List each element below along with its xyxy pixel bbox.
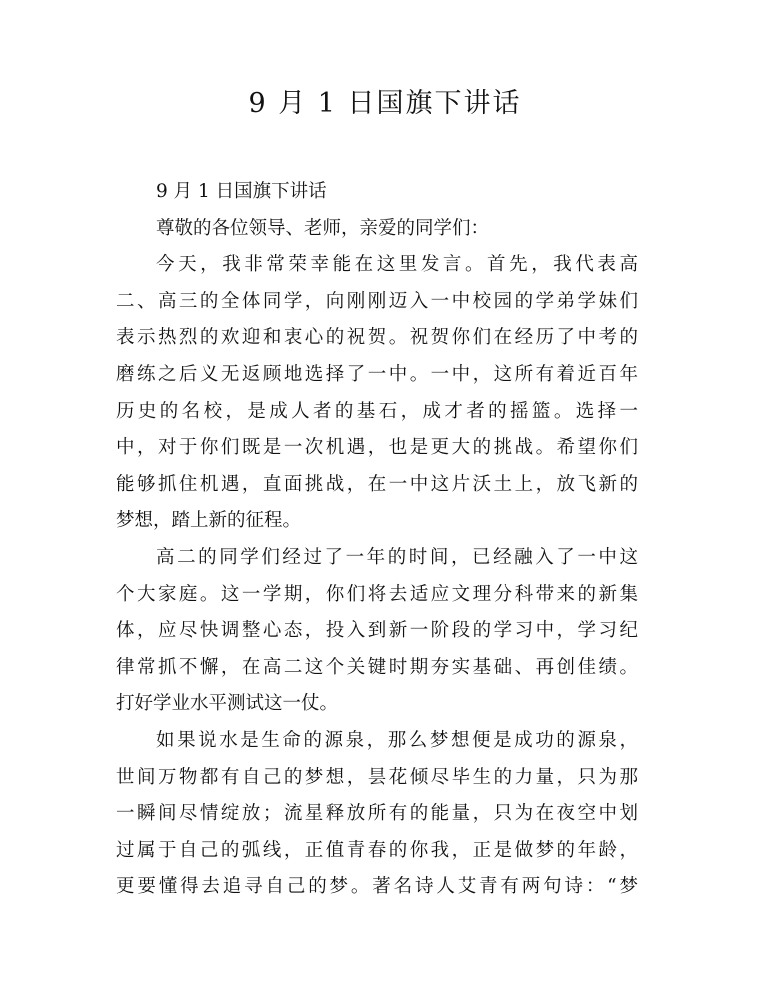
text-line: 更要懂得去追寻自己的梦。著名诗人艾青有两句诗：“梦 [116, 876, 638, 898]
text-line: 中，对于你们既是一次机遇，也是更大的挑战。希望你们 [116, 437, 638, 459]
text-line: 一瞬间尽情绽放；流星释放所有的能量，只为在夜空中划 [116, 803, 638, 825]
text-line: 打好学业水平测试这一仗。 [116, 693, 339, 715]
text-line: 个大家庭。这一学期，你们将去适应文理分科带来的新集 [116, 583, 638, 605]
text-line: 磨练之后义无返顾地选择了一中。一中，这所有着近百年 [116, 363, 638, 385]
text-line: 今天，我非常荣幸能在这里发言。首先，我代表高 [156, 254, 638, 276]
text-line: 过属于自己的弧线，正值青春的你我，正是做梦的年龄， [116, 839, 638, 861]
document-title: 9 月 1 日国旗下讲话 [248, 88, 522, 119]
text-line: 尊敬的各位领导、老师，亲爱的同学们： [156, 217, 490, 239]
text-line: 律常抓不懈，在高二这个关键时期夯实基础、再创佳绩。 [116, 656, 638, 678]
document-body [116, 174, 638, 906]
text-line: 能够抓住机遇，直面挑战，在一中这片沃土上，放飞新的 [116, 473, 638, 495]
text-line: 高二的同学们经过了一年的时间，已经融入了一中这 [156, 546, 638, 568]
text-line: 世间万物都有自己的梦想，昙花倾尽毕生的力量，只为那 [116, 766, 638, 788]
text-line: 9 月 1 日国旗下讲话 [156, 181, 327, 202]
text-line: 体，应尽快调整心态，投入到新一阶段的学习中，学习纪 [116, 620, 638, 642]
text-line: 表示热烈的欢迎和衷心的祝贺。祝贺你们在经历了中考的 [116, 327, 638, 349]
text-line: 二、高三的全体同学，向刚刚迈入一中校园的学弟学妹们 [116, 290, 638, 312]
text-line: 如果说水是生命的源泉，那么梦想便是成功的源泉， [156, 729, 638, 751]
text-line: 历史的名校，是成人者的基石，成才者的摇篮。选择一 [116, 400, 638, 422]
text-line: 梦想，踏上新的征程。 [116, 510, 302, 532]
